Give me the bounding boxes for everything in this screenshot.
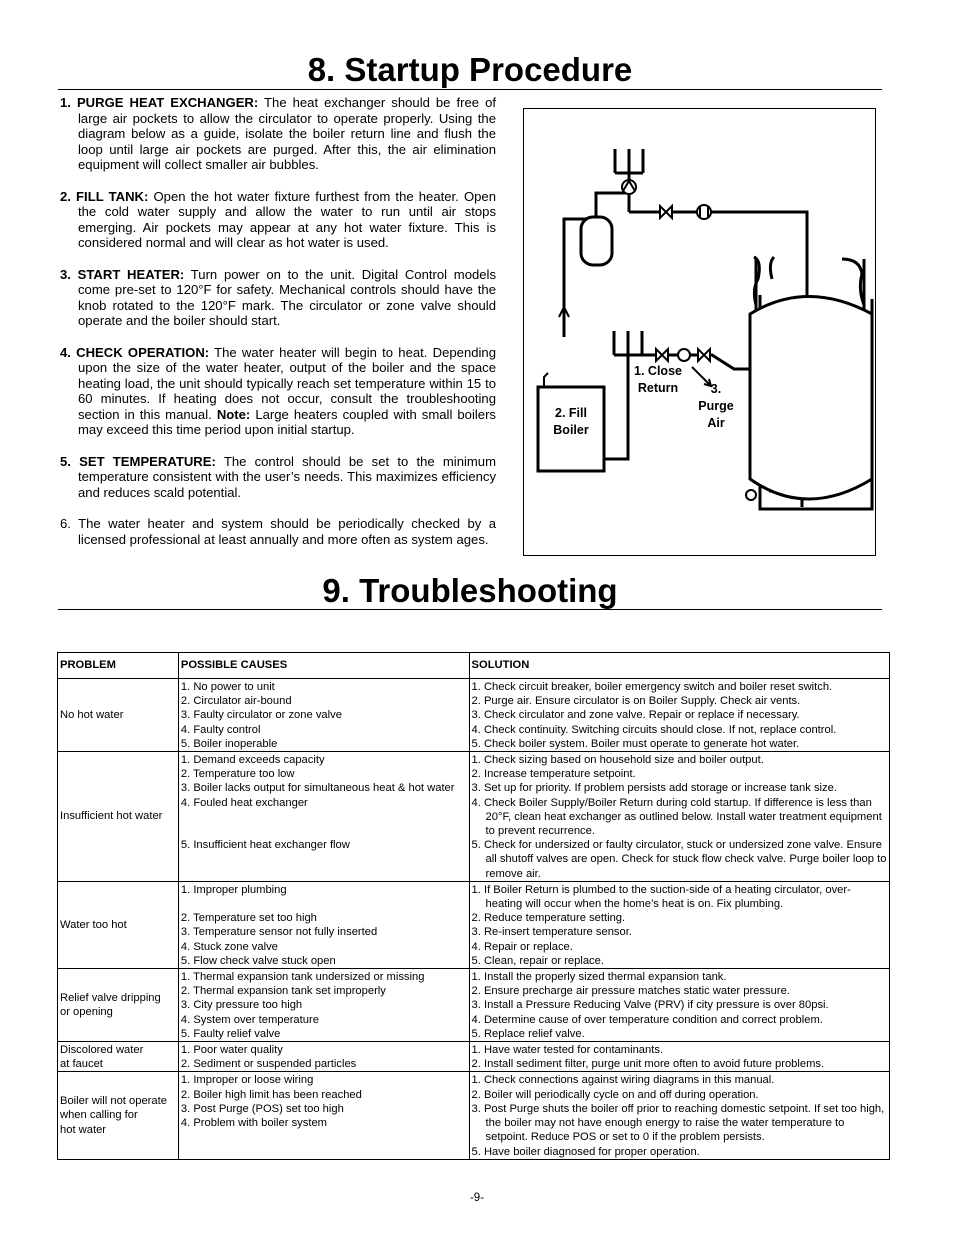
solution-cell-line: 2. Reduce temperature setting. <box>471 912 626 925</box>
causes-cell-line: 5. Faulty relief valve <box>180 1027 281 1040</box>
solution-cell-line: 3. Check circulator and zone valve. Repair or replace if necessary. <box>471 709 800 722</box>
solution-cell-line: 5. Check for undersized or faulty circulator, stuck or undersized zone valve. Ensure all shutoff valves are open. Check for stuck flow check valve. Purge boiler loop to remove air. <box>471 839 887 880</box>
causes-cell-line <box>181 824 467 838</box>
solution-cell-line: 2. Purge air. Ensure circulator is on Boiler Supply. Check air vents. <box>471 695 801 708</box>
startup-step <box>60 189 496 251</box>
close-return-line2: Return <box>637 381 679 395</box>
step-label: 4. CHECK OPERATION: <box>60 344 210 360</box>
causes-cell <box>178 1072 469 1159</box>
problem-cell-line: Water too hot <box>60 918 127 931</box>
causes-cell <box>178 679 469 752</box>
solution-cell-line: 5. Replace relief valve. <box>471 1027 585 1040</box>
step-text: The control should be set to the minimum temperature consistent with the user’s needs. This maximizes efficiency and reduces scald potential. <box>78 453 496 500</box>
problem-cell-line: hot water <box>60 1123 107 1136</box>
page-number: -9- <box>469 1192 485 1204</box>
solution-cell <box>469 969 889 1042</box>
step-label: 3. START HEATER: <box>60 266 185 282</box>
solution-cell-line: 4. Check Boiler Supply/Boiler Return during cold startup. If difference is less than 20°F, clean heat exchanger as outlined below. Install water treatment equipment to prevent recurrence. <box>471 796 882 838</box>
causes-cell-line: 3. City pressure too high <box>180 999 303 1012</box>
solution-cell-line: 2. Boiler will periodically cycle on and off during operation. <box>471 1088 759 1101</box>
causes-cell-line: 1. Improper or loose wiring <box>180 1074 314 1087</box>
causes-cell-line: 4. System over temperature <box>180 1013 319 1026</box>
problem-cell-line: Boiler will not operate <box>60 1095 167 1108</box>
step-text: 6. The water heater and system should be periodically checked by a licensed professional at least annually and more often as system ages. <box>60 516 496 547</box>
solution-cell <box>469 1042 889 1072</box>
problem-cell-line: No hot water <box>60 708 124 721</box>
causes-cell <box>178 881 469 968</box>
solution-cell-line: 4. Check continuity. Switching circuits should close. If not, replace control. <box>471 723 837 736</box>
table-row <box>58 679 890 752</box>
step-text: Open the hot water fixture furthest from the heater. Open the cold water supply and allow the water to run until air stops emerging. Air pockets may appear at any hot water fixture. This is considered normal and will clear as hot water is used. <box>78 188 496 251</box>
causes-cell-line: 5. Boiler inoperable <box>180 737 278 750</box>
solution-cell-line: 2. Ensure precharge air pressure matches static water pressure. <box>471 985 790 998</box>
solution-cell <box>469 881 889 968</box>
causes-cell-line: 2. Boiler high limit has been reached <box>180 1088 362 1101</box>
causes-cell-line: 2. Temperature too low <box>180 768 295 781</box>
solution-cell-line: 5. Have boiler diagnosed for proper operation. <box>471 1145 700 1158</box>
startup-step <box>60 95 496 173</box>
purge-air-label <box>688 381 744 432</box>
problem-cell-line: Relief valve dripping <box>60 991 161 1004</box>
causes-cell-line: 1. Improper plumbing <box>180 883 287 896</box>
purge-air-line3: Air <box>707 416 725 430</box>
step-text: The heat exchanger should be free of large air pockets to allow the circulator to operate properly. Using the diagram below as a guide, isolate the boiler return line and flush the loop until large air pockets are purged. After this, the air elimination equipment will collect smaller air bubbles. <box>78 95 496 173</box>
purge-air-line2: Purge <box>698 399 734 413</box>
problem-cell-line: at faucet <box>60 1057 103 1070</box>
step-note-label: Note: <box>216 406 251 422</box>
causes-cell-line: 1. Demand exceeds capacity <box>180 754 325 767</box>
solution-cell-line: 1. If Boiler Return is plumbed to the suction-side of a heating circulator, over-heating will occur when the home’s heat is on. Fix plumbing. <box>471 883 851 911</box>
startup-step <box>60 516 496 547</box>
solution-cell-line: 1. Check connections against wiring diagrams in this manual. <box>471 1074 775 1087</box>
table-row <box>58 1072 890 1159</box>
step-label: 1. PURGE HEAT EXCHANGER: <box>60 95 259 110</box>
solution-cell-line: 4. Determine cause of over temperature condition and correct problem. <box>471 1013 823 1026</box>
solution-cell <box>469 752 889 882</box>
causes-cell-line: 3. Faulty circulator or zone valve <box>180 709 342 722</box>
startup-step <box>60 345 496 439</box>
causes-cell-line: 1. No power to unit <box>180 681 275 693</box>
solution-cell-line: 1. Have water tested for contaminants. <box>471 1044 664 1057</box>
causes-cell-line: 3. Boiler lacks output for simultaneous heat & hot water <box>180 782 455 795</box>
purge-air-line1: 3. <box>710 382 722 396</box>
table-row <box>58 881 890 968</box>
causes-cell-line: 1. Thermal expansion tank undersized or missing <box>180 971 425 984</box>
table-row <box>58 752 890 882</box>
problem-cell <box>58 969 179 1042</box>
causes-cell-line: 2. Sediment or suspended particles <box>180 1058 357 1071</box>
causes-cell <box>178 1042 469 1072</box>
causes-cell-line: 2. Temperature set too high <box>180 912 317 925</box>
solution-cell-line: 1. Check circuit breaker, boiler emergency switch and boiler reset switch. <box>471 681 833 693</box>
causes-cell-line: 4. Stuck zone valve <box>180 940 278 953</box>
solution-cell-line: 1. Install the properly sized thermal expansion tank. <box>471 971 727 984</box>
header-causes: POSSIBLE CAUSES <box>178 653 469 679</box>
problem-cell <box>58 752 179 882</box>
solution-cell-line: 4. Repair or replace. <box>471 940 573 953</box>
plumbing-diagram-graphic <box>524 109 877 557</box>
causes-cell-line <box>181 852 467 866</box>
solution-cell-line: 3. Re-insert temperature sensor. <box>471 926 632 939</box>
solution-cell-line: 5. Clean, repair or replace. <box>471 954 604 967</box>
step-label: 5. SET TEMPERATURE: <box>60 453 216 469</box>
header-solution: SOLUTION <box>469 653 889 679</box>
causes-cell-line <box>181 867 467 881</box>
table-header-row <box>58 653 890 679</box>
close-return-label <box>624 363 692 397</box>
causes-cell <box>178 969 469 1042</box>
solution-cell-line: 2. Increase temperature setpoint. <box>471 768 636 781</box>
table-row <box>58 969 890 1042</box>
solution-cell-line: 1. Check sizing based on household size and boiler output. <box>471 754 764 767</box>
startup-title-rule <box>58 89 882 90</box>
troubleshooting-title-rule <box>58 609 882 610</box>
causes-cell-line: 4. Fouled heat exchanger <box>180 796 308 809</box>
close-return-line1: 1. Close <box>634 364 682 378</box>
step-text: Turn power on to the unit. Digital Control models come pre-set to 120°F for safety. Mechanical controls should have the knob rotated to the 120°F mark. The circulator or zone valve should operate and the boiler should start. <box>78 266 496 329</box>
causes-cell-line: 5. Flow check valve stuck open <box>180 954 336 967</box>
solution-cell-line: 3. Set up for priority. If problem persists add storage or increase tank size. <box>471 782 837 795</box>
table-row <box>58 1042 890 1072</box>
problem-cell <box>58 1042 179 1072</box>
fill-boiler-line1: 2. Fill <box>555 406 587 420</box>
solution-cell-line: 2. Install sediment filter, purge unit more often to avoid future problems. <box>471 1058 825 1071</box>
header-problem: PROBLEM <box>58 653 179 679</box>
step-label: 2. FILL TANK: <box>60 188 149 204</box>
causes-cell-line <box>181 897 467 911</box>
solution-cell-line: 3. Post Purge shuts the boiler off prior to reaching domestic setpoint. If set too high, the boiler may not have enough energy to raise the water temperature to setpoint. Reduce POS or set to 0 if the problem persists. <box>471 1102 885 1144</box>
startup-step <box>60 267 496 329</box>
problem-cell <box>58 679 179 752</box>
causes-cell-line: 3. Post Purge (POS) set too high <box>180 1102 344 1115</box>
causes-cell-line: 3. Temperature sensor not fully inserted <box>180 926 378 939</box>
problem-cell-line: Insufficient hot water <box>60 810 163 823</box>
solution-cell-line: 3. Install a Pressure Reducing Valve (PRV) if city pressure is over 80psi. <box>471 999 829 1012</box>
causes-cell-line: 2. Circulator air-bound <box>180 695 292 708</box>
step-note-text: Large heaters coupled with small boilers may exceed this time period upon initial startup. <box>78 406 496 438</box>
causes-cell <box>178 752 469 882</box>
troubleshooting-body <box>58 679 890 1160</box>
troubleshooting-title: 9. Troubleshooting <box>322 572 618 609</box>
troubleshooting-table <box>57 652 890 1160</box>
problem-cell <box>58 881 179 968</box>
problem-cell-line: when calling for <box>60 1109 138 1122</box>
problem-cell-line: or opening <box>60 1006 113 1019</box>
purge-diagram <box>523 108 876 556</box>
startup-title: 8. Startup Procedure <box>307 51 633 88</box>
problem-cell-line: Discolored water <box>60 1043 144 1056</box>
fill-boiler-line2: Boiler <box>553 423 589 437</box>
causes-cell-line: 4. Faulty control <box>180 723 261 736</box>
startup-steps <box>60 95 496 563</box>
solution-cell <box>469 679 889 752</box>
causes-cell-line <box>181 810 467 824</box>
causes-cell-line: 5. Insufficient heat exchanger flow <box>180 839 350 852</box>
fill-boiler-label <box>540 405 602 439</box>
causes-cell-line: 1. Poor water quality <box>180 1044 283 1057</box>
causes-cell-line: 4. Problem with boiler system <box>180 1117 328 1130</box>
step-text: The water heater will begin to heat. Depending upon the size of the water heater, output of the boiler and the space heating load, the unit should typically reach set temperature within 15 to 60 minutes. If heating does not occur, consult the troubleshooting section in this manual. <box>78 344 496 422</box>
problem-cell <box>58 1072 179 1159</box>
startup-step <box>60 454 496 501</box>
causes-cell-line: 2. Thermal expansion tank set improperly <box>180 985 386 998</box>
solution-cell <box>469 1072 889 1159</box>
solution-cell-line: 5. Check boiler system. Boiler must operate to generate hot water. <box>471 737 800 750</box>
